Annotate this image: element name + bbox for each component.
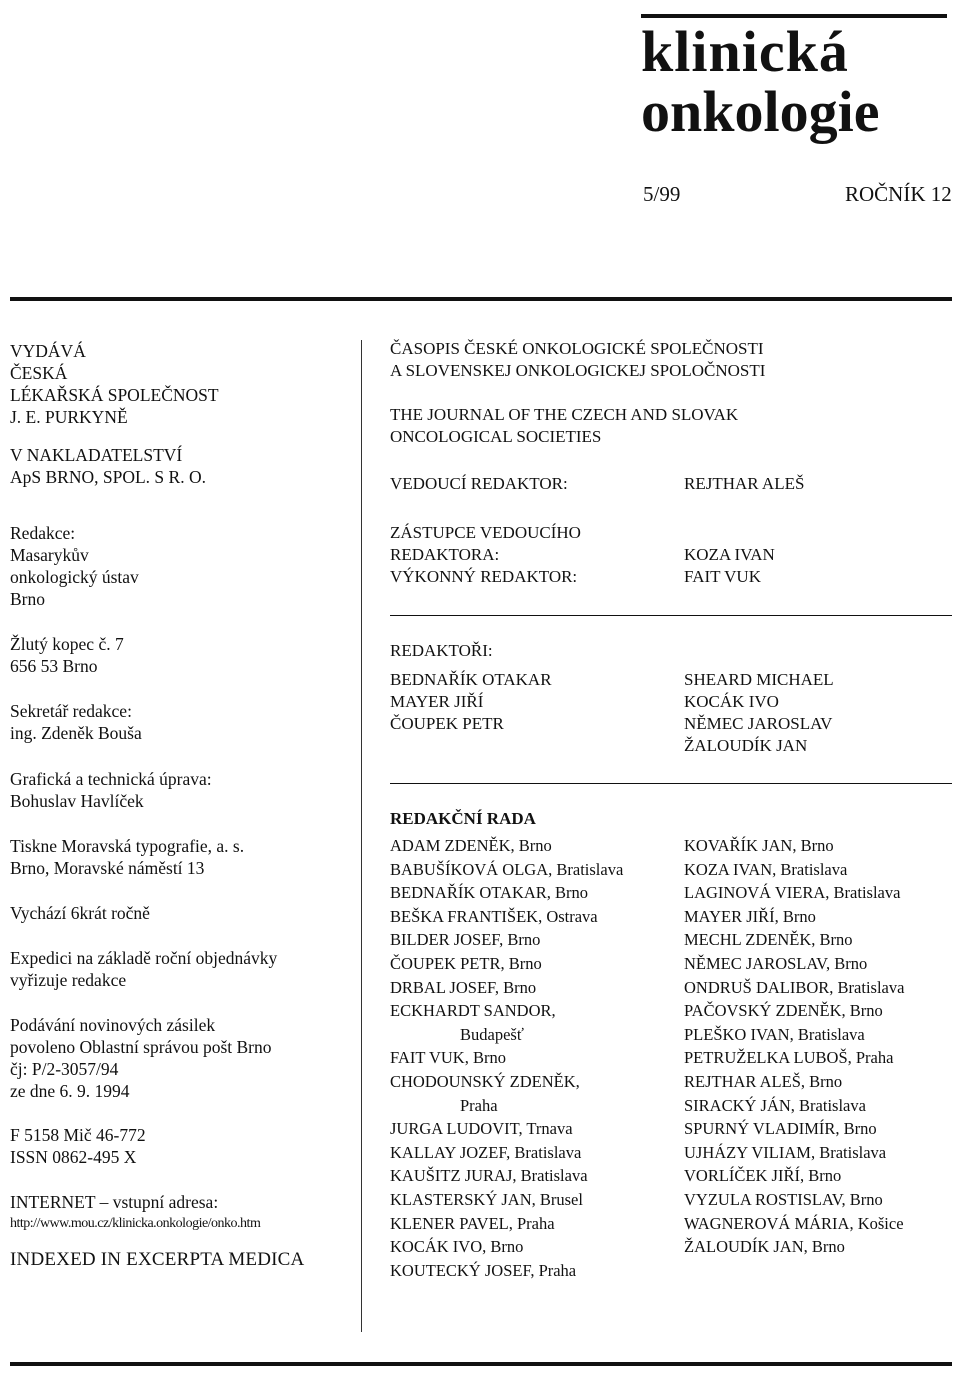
council-member: NĚMEC JAROSLAV, Brno <box>684 953 868 973</box>
council-member: ONDRUŠ DALIBOR, Bratislava <box>684 977 905 997</box>
registration-block <box>10 1124 355 1168</box>
volume-label: ROČNÍK 12 <box>845 182 952 206</box>
council-member: ŽALOUDÍK JAN, Brno <box>684 1237 845 1257</box>
chief-editor-name: REJTHAR ALEŠ <box>684 474 805 493</box>
editor-name: ŽALOUDÍK JAN <box>684 736 808 755</box>
editorial-line: Redakce: <box>10 523 76 543</box>
council-member: ADAM ZDENĚK, Brno <box>390 836 552 855</box>
editor-name: KOCÁK IVO <box>684 692 779 711</box>
editorial-line: Masarykův <box>10 545 89 565</box>
council-member: KOZA IVAN, Bratislava <box>684 859 848 879</box>
postal-line: Podávání novinových zásilek <box>10 1015 216 1035</box>
council-member: FAIT VUK, Brno <box>390 1048 506 1068</box>
address-line: Žlutý kopec č. 7 <box>10 634 124 654</box>
council-member: BILDER JOSEF, Brno <box>390 930 541 950</box>
secretary-line: Sekretář redakce: <box>10 701 132 721</box>
journal-title-line2: onkologie <box>641 79 880 144</box>
council-member: KAUŠITZ JURAJ, Bratislava <box>390 1166 588 1186</box>
print-block <box>10 835 355 879</box>
council-member: KLASTERSKÝ JAN, Brusel <box>390 1189 583 1209</box>
council-member: VYZULA ROSTISLAV, Brno <box>684 1189 883 1209</box>
header-rule <box>10 297 952 301</box>
footer-rule <box>10 1362 952 1366</box>
editor-name: MAYER JIŘÍ <box>390 692 484 711</box>
council-heading: REDAKČNÍ RADA <box>390 809 536 828</box>
journal-cz-line: A SLOVENSKEJ ONKOLOGICKEJ SPOLOČNOSTI <box>390 361 766 380</box>
council-member: ECKHARDT SANDOR, <box>390 1001 556 1021</box>
publisher-line: J. E. PURKYNĚ <box>10 407 128 427</box>
deputy-editor-row <box>390 522 952 544</box>
chief-editor-row <box>390 473 952 495</box>
indexed-notice: INDEXED IN EXCERPTA MEDICA <box>10 1249 305 1270</box>
council-member: MECHL ZDENĚK, Brno <box>684 930 853 950</box>
print-line: Brno, Moravské náměstí 13 <box>10 858 205 878</box>
council-member: SIRACKÝ JÁN, Bratislava <box>684 1095 866 1115</box>
registration-line: ISSN 0862-495 X <box>10 1147 137 1167</box>
design-line: Grafická a technická úprava: <box>10 769 212 789</box>
internet-url-link[interactable]: http://www.mou.cz/klinicka.onkologie/onko.htm <box>10 1216 261 1231</box>
council-member: KLENER PAVEL, Praha <box>390 1213 555 1233</box>
frequency-text: Vychází 6krát ročně <box>10 903 150 923</box>
editor-name: SHEARD MICHAEL <box>684 670 834 689</box>
postal-line: ze dne 6. 9. 1994 <box>10 1081 130 1101</box>
council-member: PLEŠKO IVAN, Bratislava <box>684 1024 865 1044</box>
imprint-column <box>10 340 355 1271</box>
council-member: DRBAL JOSEF, Brno <box>390 977 537 997</box>
journal-en-line: THE JOURNAL OF THE CZECH AND SLOVAK <box>390 405 739 424</box>
council-member: CHODOUNSKÝ ZDENĚK, <box>390 1071 580 1091</box>
council-member: WAGNEROVÁ MÁRIA, Košice <box>684 1213 904 1233</box>
postal-block <box>10 1014 355 1102</box>
editorial-office-block <box>10 522 355 610</box>
publisher-line: ČESKÁ <box>10 363 68 383</box>
publishing-house-line: V NAKLADATELSTVÍ <box>10 445 183 465</box>
council-member: ČOUPEK PETR, Brno <box>390 953 542 973</box>
publishing-house-line: ApS BRNO, SPOL. S R. O. <box>10 467 206 487</box>
council-member: REJTHAR ALEŠ, Brno <box>684 1071 843 1091</box>
subscription-block <box>10 947 355 991</box>
address-line: 656 53 Brno <box>10 656 98 676</box>
print-line: Tiskne Moravská typografie, a. s. <box>10 836 245 856</box>
editor-name: ČOUPEK PETR <box>390 714 504 733</box>
editor-name: BEDNAŘÍK OTAKAR <box>390 670 552 689</box>
publisher-line: LÉKAŘSKÁ SPOLEČNOST <box>10 385 219 405</box>
registration-line: F 5158 Mič 46-772 <box>10 1125 146 1145</box>
council-member-city: Praha <box>460 1095 498 1115</box>
editors-heading: REDAKTOŘI: <box>390 641 493 660</box>
design-line: Bohuslav Havlíček <box>10 791 144 811</box>
publisher-block <box>10 340 355 428</box>
council-list <box>390 834 952 1282</box>
secretary-block <box>10 700 355 744</box>
deputy-editor-label-1: ZÁSTUPCE VEDOUCÍHO <box>390 523 581 542</box>
journal-title <box>641 19 951 144</box>
journal-title-line1: klinická <box>641 19 849 84</box>
secretary-line: ing. Zdeněk Bouša <box>10 723 142 743</box>
column-divider <box>361 340 362 1332</box>
chief-editor-label: VEDOUCÍ REDAKTOR: <box>390 474 568 493</box>
address-block <box>10 633 355 677</box>
executive-editor-label: VÝKONNÝ REDAKTOR: <box>390 567 578 586</box>
editorial-line: onkologický ústav <box>10 567 139 587</box>
journal-en-line: ONCOLOGICAL SOCIETIES <box>390 427 602 446</box>
journal-description-cz <box>390 338 952 382</box>
editors-list <box>390 669 952 757</box>
council-member: KOUTECKÝ JOSEF, Praha <box>390 1260 577 1280</box>
council-member: SPURNÝ VLADIMÍR, Brno <box>684 1119 877 1139</box>
council-member-city: Budapešť <box>460 1024 524 1044</box>
council-member: UJHÁZY VILIAM, Bratislava <box>684 1142 887 1162</box>
council-member: PAČOVSKÝ ZDENĚK, Brno <box>684 1001 883 1021</box>
deputy-editor-label-2: REDAKTORA: <box>390 545 500 564</box>
internet-label: INTERNET – vstupní adresa: <box>10 1192 219 1212</box>
journal-cz-line: ČASOPIS ČESKÉ ONKOLOGICKÉ SPOLEČNOSTI <box>390 339 764 358</box>
subscription-line: vyřizuje redakce <box>10 970 127 990</box>
editorial-line: Brno <box>10 589 45 609</box>
editor-name: NĚMEC JAROSLAV <box>684 714 833 733</box>
council-member: KOVAŘÍK JAN, Brno <box>684 836 834 855</box>
council-member: KOCÁK IVO, Brno <box>390 1237 524 1257</box>
design-block <box>10 768 355 812</box>
issue-number: 5/99 <box>643 182 681 206</box>
journal-description-en <box>390 404 952 448</box>
council-member: BEŠKA FRANTIŠEK, Ostrava <box>390 906 598 926</box>
council-member: PETRUŽELKA LUBOŠ, Praha <box>684 1048 894 1068</box>
masthead-top-rule <box>641 14 947 18</box>
council-member: LAGINOVÁ VIERA, Bratislava <box>684 883 901 903</box>
council-member: MAYER JIŘÍ, Brno <box>684 906 816 926</box>
subscription-line: Expedici na základě roční objednávky <box>10 948 278 968</box>
council-member: JURGA LUDOVIT, Trnava <box>390 1119 573 1139</box>
deputy-editor-name: KOZA IVAN <box>684 545 775 564</box>
council-member: VORLÍČEK JIŘÍ, Brno <box>684 1166 842 1186</box>
council-member: BABUŠÍKOVÁ OLGA, Bratislava <box>390 859 624 879</box>
publishing-house-block <box>10 444 355 488</box>
executive-editor-name: FAIT VUK <box>684 567 761 586</box>
publisher-line: VYDÁVÁ <box>10 341 86 361</box>
council-member: KALLAY JOZEF, Bratislava <box>390 1142 582 1162</box>
editorial-board-column <box>390 338 952 1282</box>
postal-line: čj: P/2-3057/94 <box>10 1059 119 1079</box>
postal-line: povoleno Oblastní správou pošt Brno <box>10 1037 272 1057</box>
executive-editor-row <box>390 566 952 588</box>
council-member: BEDNAŘÍK OTAKAR, Brno <box>390 883 589 903</box>
